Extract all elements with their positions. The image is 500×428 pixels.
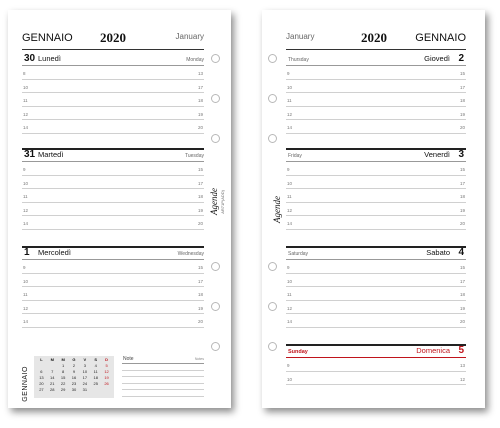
year: 2020 bbox=[361, 30, 387, 45]
hour-label: 11 bbox=[23, 194, 28, 199]
hour-label: 15 bbox=[459, 167, 465, 172]
binder-hole bbox=[268, 302, 277, 311]
hour-label: 17 bbox=[459, 180, 465, 186]
day-header bbox=[286, 148, 466, 162]
hour-label: 18 bbox=[459, 292, 465, 297]
hour-label: 12 bbox=[23, 305, 29, 311]
mini-calendar-day: 14 bbox=[50, 375, 55, 380]
mini-calendar bbox=[34, 356, 114, 398]
binder-hole bbox=[268, 54, 277, 63]
mini-calendar-weekday: M bbox=[50, 357, 54, 362]
hour-label: 14 bbox=[287, 221, 293, 226]
hour-label: 15 bbox=[459, 265, 465, 270]
mini-calendar-day: 13 bbox=[39, 375, 44, 380]
hour-label: 18 bbox=[197, 194, 203, 199]
mini-calendar-day: 19 bbox=[104, 375, 109, 380]
hour-rows bbox=[22, 66, 204, 134]
binder-hole bbox=[211, 134, 220, 143]
hour-row bbox=[22, 314, 204, 328]
notes-section bbox=[122, 356, 204, 398]
mini-calendar-day: 15 bbox=[60, 375, 66, 380]
hour-label: 17 bbox=[197, 180, 203, 186]
binder-hole bbox=[268, 134, 277, 143]
hour-rows bbox=[22, 162, 204, 230]
hour-label: 10 bbox=[23, 180, 29, 186]
mini-calendar-weekday: S bbox=[94, 357, 98, 362]
brand-logo: Agende bbox=[272, 196, 282, 223]
hour-row bbox=[286, 189, 466, 203]
day-name-english: Thursday bbox=[288, 57, 309, 63]
mini-calendar-day bbox=[101, 387, 112, 393]
hour-row bbox=[286, 203, 466, 217]
mini-calendar-day: 4 bbox=[94, 363, 97, 368]
hour-label: 13 bbox=[459, 363, 465, 368]
mini-calendar-weekday: G bbox=[72, 357, 76, 362]
binder-hole bbox=[211, 94, 220, 103]
day-name-english: Monday bbox=[186, 57, 204, 63]
day-name-english: Friday bbox=[288, 153, 302, 159]
page-header bbox=[22, 28, 204, 50]
day-name-italian: Martedì bbox=[38, 150, 64, 159]
product-code: AR71P(ADD) bbox=[220, 190, 225, 214]
mini-calendar-day: 20 bbox=[39, 381, 44, 386]
day-number: 2 bbox=[458, 53, 464, 64]
hour-row bbox=[22, 189, 204, 203]
mini-calendar-day: 6 bbox=[40, 369, 43, 374]
note-line bbox=[122, 390, 204, 397]
hour-rows bbox=[286, 66, 466, 134]
binder-hole bbox=[268, 262, 277, 271]
hour-row bbox=[286, 80, 466, 94]
hour-rows bbox=[286, 260, 466, 328]
hour-row bbox=[22, 216, 204, 230]
hour-label: 10 bbox=[23, 278, 29, 284]
hour-label: 15 bbox=[197, 167, 203, 172]
hour-row bbox=[286, 107, 466, 121]
hour-label: 10 bbox=[287, 376, 293, 382]
hour-label: 19 bbox=[459, 305, 465, 311]
notes-label-en: Notes bbox=[194, 357, 204, 361]
planner-page-right bbox=[262, 10, 485, 408]
mini-calendar-weekday: D bbox=[105, 357, 108, 362]
day-name-italian: Sabato bbox=[426, 248, 450, 257]
hour-label: 20 bbox=[459, 319, 465, 324]
day-name-italian: Lunedì bbox=[38, 54, 61, 63]
hour-row bbox=[286, 372, 466, 386]
hour-label: 10 bbox=[287, 84, 293, 90]
hour-label: 9 bbox=[287, 71, 290, 76]
mini-calendar-day: 21 bbox=[50, 381, 55, 386]
hour-label: 9 bbox=[23, 167, 26, 172]
mini-calendar-day bbox=[90, 387, 101, 393]
day-name-italian: Mercoledì bbox=[38, 248, 71, 257]
hour-label: 9 bbox=[287, 363, 290, 368]
hour-label: 12 bbox=[23, 207, 29, 213]
hour-row bbox=[286, 260, 466, 274]
hour-label: 9 bbox=[287, 167, 290, 172]
month-english: January bbox=[286, 32, 315, 41]
mini-calendar-day: 23 bbox=[71, 381, 77, 386]
hour-label: 17 bbox=[197, 278, 203, 284]
day-name-english: Saturday bbox=[288, 251, 309, 257]
binder-hole bbox=[268, 342, 277, 351]
binder-hole bbox=[268, 94, 277, 103]
day-block bbox=[286, 246, 466, 346]
hour-row bbox=[286, 162, 466, 176]
hour-label: 17 bbox=[459, 84, 465, 90]
mini-calendar-day: 12 bbox=[104, 369, 109, 374]
hour-label: 18 bbox=[459, 98, 465, 103]
hour-row bbox=[286, 314, 466, 328]
day-block bbox=[22, 52, 204, 152]
mini-calendar-day: 8 bbox=[62, 369, 65, 374]
month-italian: GENNAIO bbox=[415, 32, 466, 44]
hour-row bbox=[286, 358, 466, 372]
day-number: 30 bbox=[24, 53, 36, 64]
mini-calendar-day: 7 bbox=[51, 369, 54, 374]
hour-row bbox=[286, 66, 466, 80]
mini-calendar-day: 2 bbox=[72, 363, 76, 368]
hour-label: 20 bbox=[459, 125, 465, 130]
mini-calendar-weekday: V bbox=[83, 357, 87, 362]
month-italian: GENNAIO bbox=[22, 32, 73, 44]
hour-row bbox=[286, 93, 466, 107]
hour-row bbox=[22, 301, 204, 315]
hour-row bbox=[22, 93, 204, 107]
day-name-english: Tuesday bbox=[185, 153, 204, 159]
hour-label: 14 bbox=[287, 319, 293, 324]
month-english: January bbox=[175, 32, 204, 41]
day-block bbox=[22, 148, 204, 248]
hour-label: 14 bbox=[23, 221, 29, 226]
planner-page-left bbox=[8, 10, 231, 408]
mini-calendar-day: 5 bbox=[105, 363, 108, 368]
day-header bbox=[22, 246, 204, 260]
mini-calendar-day: 26 bbox=[104, 381, 109, 386]
hour-label: 17 bbox=[459, 278, 465, 284]
hour-row bbox=[286, 176, 466, 190]
hour-label: 14 bbox=[23, 125, 29, 130]
hour-label: 20 bbox=[197, 125, 203, 130]
mini-calendar-day: 30 bbox=[71, 387, 77, 392]
day-block bbox=[286, 344, 466, 428]
mini-calendar-day: 1 bbox=[62, 363, 65, 368]
hour-label: 15 bbox=[197, 265, 203, 270]
binder-hole bbox=[211, 262, 220, 271]
hour-label: 14 bbox=[23, 319, 29, 324]
hour-label: 12 bbox=[459, 376, 465, 382]
notes-label: Note bbox=[123, 356, 134, 362]
mini-calendar-day: 16 bbox=[71, 375, 77, 380]
hour-label: 12 bbox=[287, 305, 293, 311]
hour-row bbox=[22, 120, 204, 134]
hour-row bbox=[22, 176, 204, 190]
hour-label: 8 bbox=[23, 71, 26, 76]
hour-row bbox=[22, 162, 204, 176]
mini-calendar-day: 22 bbox=[60, 381, 66, 386]
mini-calendar-weekday: L bbox=[40, 357, 43, 362]
hour-row bbox=[22, 107, 204, 121]
day-name-english: Wednesday bbox=[177, 251, 204, 257]
mini-calendar-day: 28 bbox=[50, 387, 55, 392]
day-block bbox=[22, 246, 204, 346]
binder-hole bbox=[211, 54, 220, 63]
hour-label: 19 bbox=[197, 207, 203, 213]
hour-row bbox=[22, 274, 204, 288]
day-number: 5 bbox=[458, 345, 464, 356]
hour-label: 15 bbox=[459, 71, 465, 76]
hour-rows bbox=[286, 358, 466, 385]
mini-calendar-day: 24 bbox=[82, 381, 88, 386]
hour-row bbox=[22, 203, 204, 217]
hour-label: 18 bbox=[197, 292, 203, 297]
mini-calendar-day: 25 bbox=[93, 381, 98, 386]
hour-label: 19 bbox=[197, 111, 203, 117]
binder-hole bbox=[211, 342, 220, 351]
day-number: 1 bbox=[24, 247, 30, 258]
hour-label: 9 bbox=[287, 265, 290, 270]
day-block bbox=[286, 148, 466, 248]
day-header bbox=[286, 344, 466, 358]
day-name-italian: Giovedì bbox=[424, 54, 450, 63]
hour-row bbox=[286, 301, 466, 315]
hour-label: 18 bbox=[459, 194, 465, 199]
hour-label: 12 bbox=[287, 111, 293, 117]
brand-logo: Agende bbox=[209, 188, 219, 215]
day-name-italian: Domenica bbox=[416, 346, 450, 355]
hour-label: 11 bbox=[23, 98, 28, 103]
hour-label: 20 bbox=[197, 319, 203, 324]
day-header bbox=[286, 246, 466, 260]
mini-calendar-day: 29 bbox=[60, 387, 66, 392]
hour-row bbox=[22, 287, 204, 301]
hour-row bbox=[286, 274, 466, 288]
hour-label: 11 bbox=[23, 292, 28, 297]
hour-row bbox=[22, 80, 204, 94]
mini-calendar-day: 27 bbox=[39, 387, 44, 392]
day-name-english: Sunday bbox=[288, 349, 308, 355]
hour-row bbox=[286, 120, 466, 134]
hour-row bbox=[286, 287, 466, 301]
hour-label: 19 bbox=[197, 305, 203, 311]
day-number: 31 bbox=[24, 149, 36, 160]
day-block bbox=[286, 52, 466, 152]
mini-calendar-day: 11 bbox=[93, 369, 98, 374]
hour-rows bbox=[22, 260, 204, 328]
hour-label: 14 bbox=[287, 125, 293, 130]
hour-label: 20 bbox=[459, 221, 465, 226]
hour-label: 10 bbox=[287, 180, 293, 186]
hour-row bbox=[22, 66, 204, 80]
hour-label: 17 bbox=[197, 84, 203, 90]
day-name-italian: Venerdì bbox=[424, 150, 450, 159]
day-header bbox=[22, 148, 204, 162]
mini-calendar-weekday: M bbox=[61, 357, 65, 362]
mini-calendar-day: 9 bbox=[72, 369, 76, 374]
mini-calendar-day: 17 bbox=[82, 375, 88, 380]
mini-calendar-day: 10 bbox=[82, 369, 88, 374]
day-header bbox=[286, 52, 466, 66]
hour-row bbox=[22, 260, 204, 274]
hour-label: 20 bbox=[197, 221, 203, 226]
hour-label: 9 bbox=[23, 265, 26, 270]
day-number: 4 bbox=[458, 247, 464, 258]
hour-label: 12 bbox=[287, 207, 293, 213]
hour-row bbox=[286, 216, 466, 230]
mini-calendar-day: 18 bbox=[93, 375, 98, 380]
day-number: 3 bbox=[458, 149, 464, 160]
hour-label: 18 bbox=[197, 98, 203, 103]
day-header bbox=[22, 52, 204, 66]
mini-calendar-month: GENNAIO bbox=[22, 366, 29, 402]
mini-calendar-day: 3 bbox=[83, 363, 86, 368]
hour-label: 10 bbox=[287, 278, 293, 284]
year: 2020 bbox=[100, 30, 126, 45]
mini-calendar-day: 31 bbox=[82, 387, 88, 392]
binder-hole bbox=[211, 302, 220, 311]
hour-label: 13 bbox=[197, 71, 203, 76]
hour-label: 11 bbox=[287, 292, 292, 297]
hour-label: 10 bbox=[23, 84, 29, 90]
hour-label: 19 bbox=[459, 111, 465, 117]
hour-rows bbox=[286, 162, 466, 230]
hour-label: 19 bbox=[459, 207, 465, 213]
hour-label: 11 bbox=[287, 194, 292, 199]
page-header bbox=[286, 28, 466, 50]
hour-label: 11 bbox=[287, 98, 292, 103]
hour-label: 12 bbox=[23, 111, 29, 117]
